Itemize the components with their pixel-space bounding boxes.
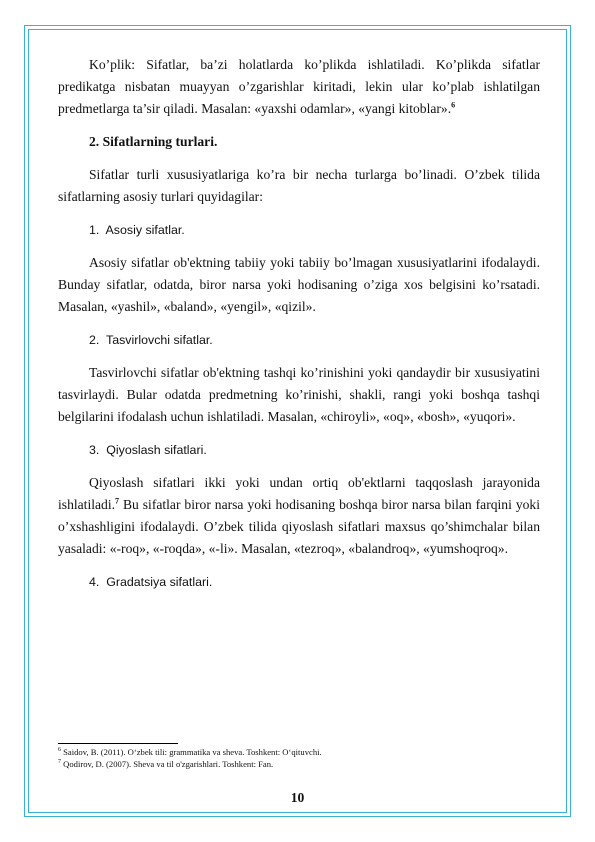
- subheading-number: 1.: [89, 223, 100, 237]
- footnote-divider: [58, 743, 178, 744]
- paragraph-plural-text: Ko’plik: Sifatlar, ba’zi holatlarda ko’plikda ishlatiladi. Ko’plikda sifatlar predikatga nisbatan muayyan o’zgarishlar kiritadi, lekin ular ko’plab ishlatilgan predmetlarga ta’sir qiladi. Masalan: «yaxshi odamlar», «yangi kitoblar».: [58, 57, 540, 116]
- paragraph-plural: [58, 54, 540, 120]
- paragraph-descriptive-adjectives: Tasvirlovchi sifatlar ob'ektning tashqi ko’rinishini yoki qandaydir bir xususiyatini tasvirlaydi. Bular odatda predmetning ko’rinishi, shakli, rangi yoki boshqa tashqi belgilarini ifodalash uchun ishlatiladi. Masalan, «chiroyli», «oq», «bosh», «yuqori».: [58, 365, 540, 424]
- section-heading: 2. Sifatlarning turlari.: [89, 134, 218, 149]
- footnote-ref-6[interactable]: 6: [451, 100, 456, 110]
- footnote-text: Qodirov, D. (2007). Sheva va til o'zgarishlari. Toshkent: Fan.: [61, 759, 274, 769]
- subheading-basic-adjectives: [58, 219, 540, 241]
- footnote-6: [58, 746, 540, 758]
- subheading-number: 2.: [89, 333, 100, 347]
- footnote-number: 7: [58, 759, 61, 766]
- footnote-text: Saidov, B. (2011). O‘zbek tili: grammatika va sheva. Toshkent: O‘qituvchi.: [61, 747, 322, 757]
- subheading-gradation-adjectives: [58, 571, 540, 593]
- footnotes-section: [58, 743, 540, 770]
- subheading-descriptive-adjectives: [58, 329, 540, 351]
- footnote-number: 6: [58, 747, 61, 754]
- page-number: 10: [290, 790, 305, 805]
- subheading-number: 3.: [89, 443, 100, 457]
- paragraph-types-intro: Sifatlar turli xususiyatlariga ko’ra bir necha turlarga bo’linadi. O’zbek tilida sifatlarning asosiy turlari quyidagilar:: [58, 167, 540, 204]
- paragraph-comparative-text-start: Qiyoslash sifatlari ikki yoki undan ortiq ob'ektlarni taqqoslash jarayonida ishlatiladi.: [58, 475, 540, 512]
- footnote-ref-7[interactable]: 7: [115, 496, 120, 506]
- subheading-label: Tasvirlovchi sifatlar.: [106, 333, 213, 347]
- footnote-7: [58, 758, 540, 770]
- paragraph-basic-adjectives: Asosiy sifatlar ob'ektning tabiiy yoki tabiiy bo’lmagan xususiyatlarini ifodalaydi. Bunday sifatlar, odatda, biror narsa yoki hodisaning o’ziga xos belgisini ko’rsatadi. Masalan, «yashil», «baland», «yengil», «qizil».: [58, 255, 540, 314]
- subheading-label: Asosiy sifatlar.: [105, 223, 185, 237]
- subheading-label: Qiyoslash sifatlari.: [106, 443, 207, 457]
- subheading-comparative-adjectives: [58, 439, 540, 461]
- paragraph-comparative-text-end: Bu sifatlar biror narsa yoki hodisaning boshqa biror narsa bilan farqini yoki o’xshashligini ifodalaydi. O’zbek tilida qiyoslash sifatlari maxsus qo’shimchalar bilan yasaladi: «-roq», «-roqda», «-li». Masalan, «tezroq», «balandroq», «yumshoqroq».: [58, 497, 540, 556]
- subheading-label: Gradatsiya sifatlari.: [106, 575, 213, 589]
- subheading-number: 4.: [89, 575, 100, 589]
- document-body: [58, 54, 540, 604]
- paragraph-comparative-adjectives: [58, 472, 540, 560]
